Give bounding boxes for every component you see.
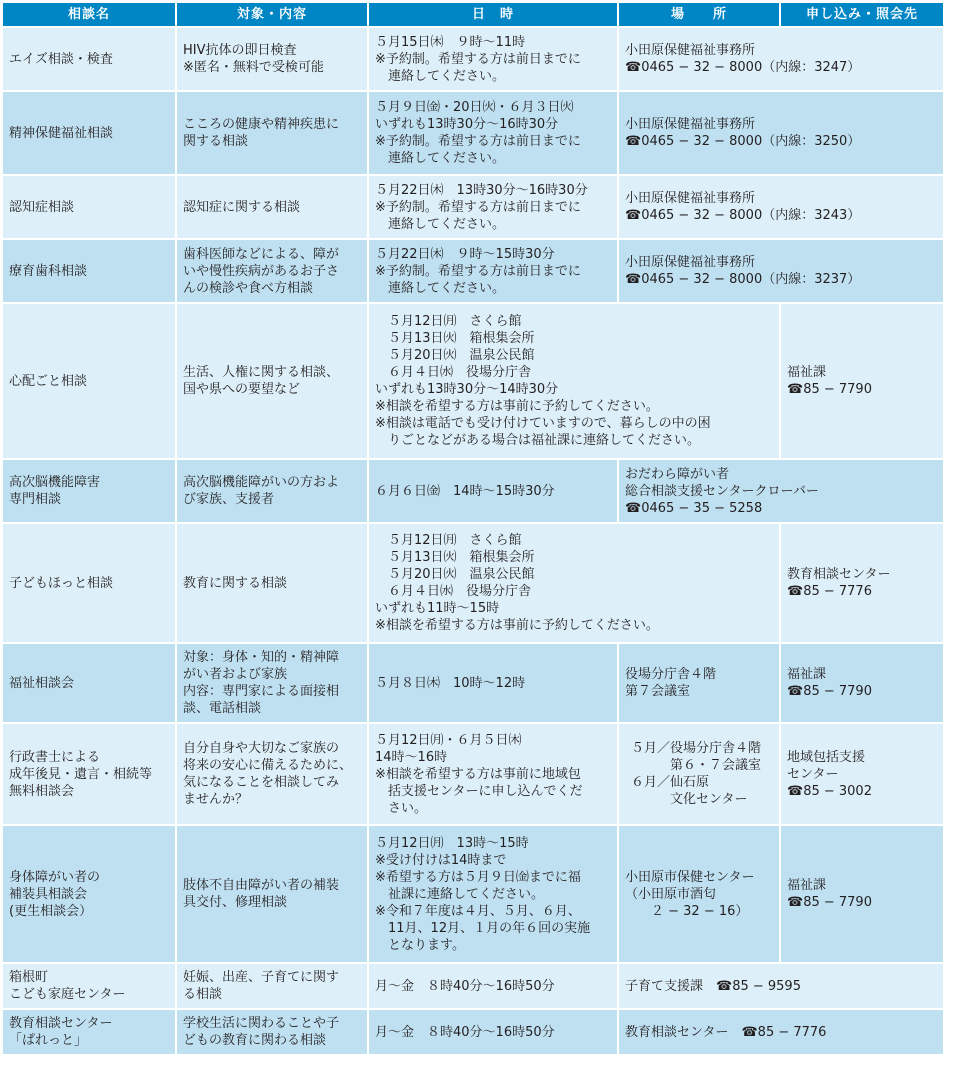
- row-place: 小田原保健福祉事務所 ☎0465 − 32 − 8000（内線：3237）: [619, 240, 943, 302]
- row-place: 教育相談センター ☎85 − 7776: [619, 1010, 943, 1054]
- row-datetime: ５月９日㈮・20日㈫・６月３日㈫ いずれも13時30分～16時30分 ※予約制。希望する方は前日までに 連絡してください。: [369, 92, 619, 174]
- row-target: 対象：身体・知的・精神障 がい者および家族 内容：専門家による面接相 談、電話相談: [177, 644, 369, 722]
- row-datetime: ６月６日㈮ 14時～15時30分: [369, 460, 619, 522]
- row-place: 小田原保健福祉事務所 ☎0465 − 32 − 8000（内線：3243）: [619, 176, 943, 238]
- row-datetime: ５月22日㈭ ９時～15時30分 ※予約制。希望する方は前日までに 連絡してください。: [369, 240, 619, 302]
- table-row: [3, 28, 943, 92]
- row-target: 学校生活に関わることや子 どもの教育に関わる相談: [177, 1010, 369, 1054]
- table-row: [3, 304, 943, 460]
- row-name: 療育歯科相談: [3, 240, 177, 302]
- table-row: [3, 724, 943, 826]
- header-datetime: 日 時: [369, 3, 619, 26]
- row-target: 歯科医師などによる、障が いや慢性疾病があるお子さ んの検診や食べ方相談: [177, 240, 369, 302]
- row-place: 小田原保健福祉事務所 ☎0465 − 32 − 8000（内線：3247）: [619, 28, 943, 90]
- row-target: 肢体不自由障がい者の補装 具交付、修理相談: [177, 826, 369, 962]
- row-contact: 福祉課 ☎85 − 7790: [781, 644, 943, 722]
- row-target: 生活、人権に関する相談、 国や県への要望など: [177, 304, 369, 458]
- row-place: ５月／役場分庁舎４階 第６・７会議室 ６月／仙石原 文化センター: [619, 724, 781, 824]
- row-name: 行政書士による 成年後見・遺言・相続等 無料相談会: [3, 724, 177, 824]
- consultation-schedule-table: [3, 3, 943, 1056]
- row-name: 高次脳機能障害 専門相談: [3, 460, 177, 522]
- table-row: [3, 524, 943, 644]
- row-datetime: ５月12日㈪・６月５日㈭ 14時～16時 ※相談を希望する方は事前に地域包 括支援センターに申し込んでくだ さい。: [369, 724, 619, 824]
- row-datetime: ５月12日㈪ 13時～15時 ※受け付けは14時まで ※希望する方は５月９日㈮までに福 祉課に連絡してください。 ※令和７年度は４月、５月、６月、 11月、12月、１月の年６回の実施 となります。: [369, 826, 619, 962]
- table-row: [3, 460, 943, 524]
- row-name: 子どもほっと相談: [3, 524, 177, 642]
- row-target: 自分自身や大切なご家族の 将来の安心に備えるために、 気になることを相談してみ ませんか？: [177, 724, 369, 824]
- table-row: [3, 92, 943, 176]
- row-target: こころの健康や精神疾患に 関する相談: [177, 92, 369, 174]
- table-row: [3, 176, 943, 240]
- header-contact: 申し込み・照会先: [781, 3, 943, 26]
- row-datetime: 月～金 ８時40分～16時50分: [369, 964, 619, 1008]
- row-name: 精神保健福祉相談: [3, 92, 177, 174]
- row-name: 心配ごと相談: [3, 304, 177, 458]
- row-target: 認知症に関する相談: [177, 176, 369, 238]
- table-row: [3, 964, 943, 1010]
- row-contact: 地域包括支援 センター ☎85 − 3002: [781, 724, 943, 824]
- table-row: [3, 826, 943, 964]
- row-datetime: ５月22日㈭ 13時30分～16時30分 ※予約制。希望する方は前日までに 連絡してください。: [369, 176, 619, 238]
- row-name: エイズ相談・検査: [3, 28, 177, 90]
- row-place: 小田原市保健センター （小田原市酒匂 ２ − 32 − 16）: [619, 826, 781, 962]
- row-contact: 福祉課 ☎85 − 7790: [781, 826, 943, 962]
- row-datetime: ５月８日㈭ 10時～12時: [369, 644, 619, 722]
- row-datetime: ５月12日㈪ さくら館 ５月13日㈫ 箱根集会所 ５月20日㈫ 温泉公民館 ６月４日㈬ 役場分庁舎 いずれも11時～15時 ※相談を希望する方は事前に予約してください。: [369, 524, 781, 642]
- header-target: 対象・内容: [177, 3, 369, 26]
- row-place: 小田原保健福祉事務所 ☎0465 − 32 − 8000（内線：3250）: [619, 92, 943, 174]
- row-place: 役場分庁舎４階 第７会議室: [619, 644, 781, 722]
- table-header: [3, 3, 943, 28]
- row-name: 身体障がい者の 補装具相談会 (更生相談会）: [3, 826, 177, 962]
- row-target: HIV抗体の即日検査 ※匿名・無料で受検可能: [177, 28, 369, 90]
- table-row: [3, 240, 943, 304]
- row-place: おだわら障がい者 総合相談支援センタークローバー ☎0465 − 35 − 5258: [619, 460, 943, 522]
- row-target: 妊娠、出産、子育てに関す る相談: [177, 964, 369, 1008]
- row-name: 教育相談センター 「ぱれっと」: [3, 1010, 177, 1054]
- row-target: 教育に関する相談: [177, 524, 369, 642]
- row-name: 福祉相談会: [3, 644, 177, 722]
- row-name: 箱根町 こども家庭センター: [3, 964, 177, 1008]
- row-datetime: 月～金 ８時40分～16時50分: [369, 1010, 619, 1054]
- row-place: 子育て支援課 ☎85 − 9595: [619, 964, 943, 1008]
- row-datetime: ５月15日㈭ ９時～11時 ※予約制。希望する方は前日までに 連絡してください。: [369, 28, 619, 90]
- row-name: 認知症相談: [3, 176, 177, 238]
- table-row: [3, 644, 943, 724]
- row-datetime: ５月12日㈪ さくら館 ５月13日㈫ 箱根集会所 ５月20日㈫ 温泉公民館 ６月４日㈬ 役場分庁舎 いずれも13時30分～14時30分 ※相談を希望する方は事前に予約してください。 ※相談は電話でも受け付けていますので、暮らしの中の困 りごとなどがある場合は福祉課に連絡してください。: [369, 304, 781, 458]
- row-contact: 教育相談センター ☎85 − 7776: [781, 524, 943, 642]
- row-target: 高次脳機能障がいの方およ び家族、支援者: [177, 460, 369, 522]
- header-name: 相談名: [3, 3, 177, 26]
- table-row: [3, 1010, 943, 1056]
- row-contact: 福祉課 ☎85 − 7790: [781, 304, 943, 458]
- header-place: 場 所: [619, 3, 781, 26]
